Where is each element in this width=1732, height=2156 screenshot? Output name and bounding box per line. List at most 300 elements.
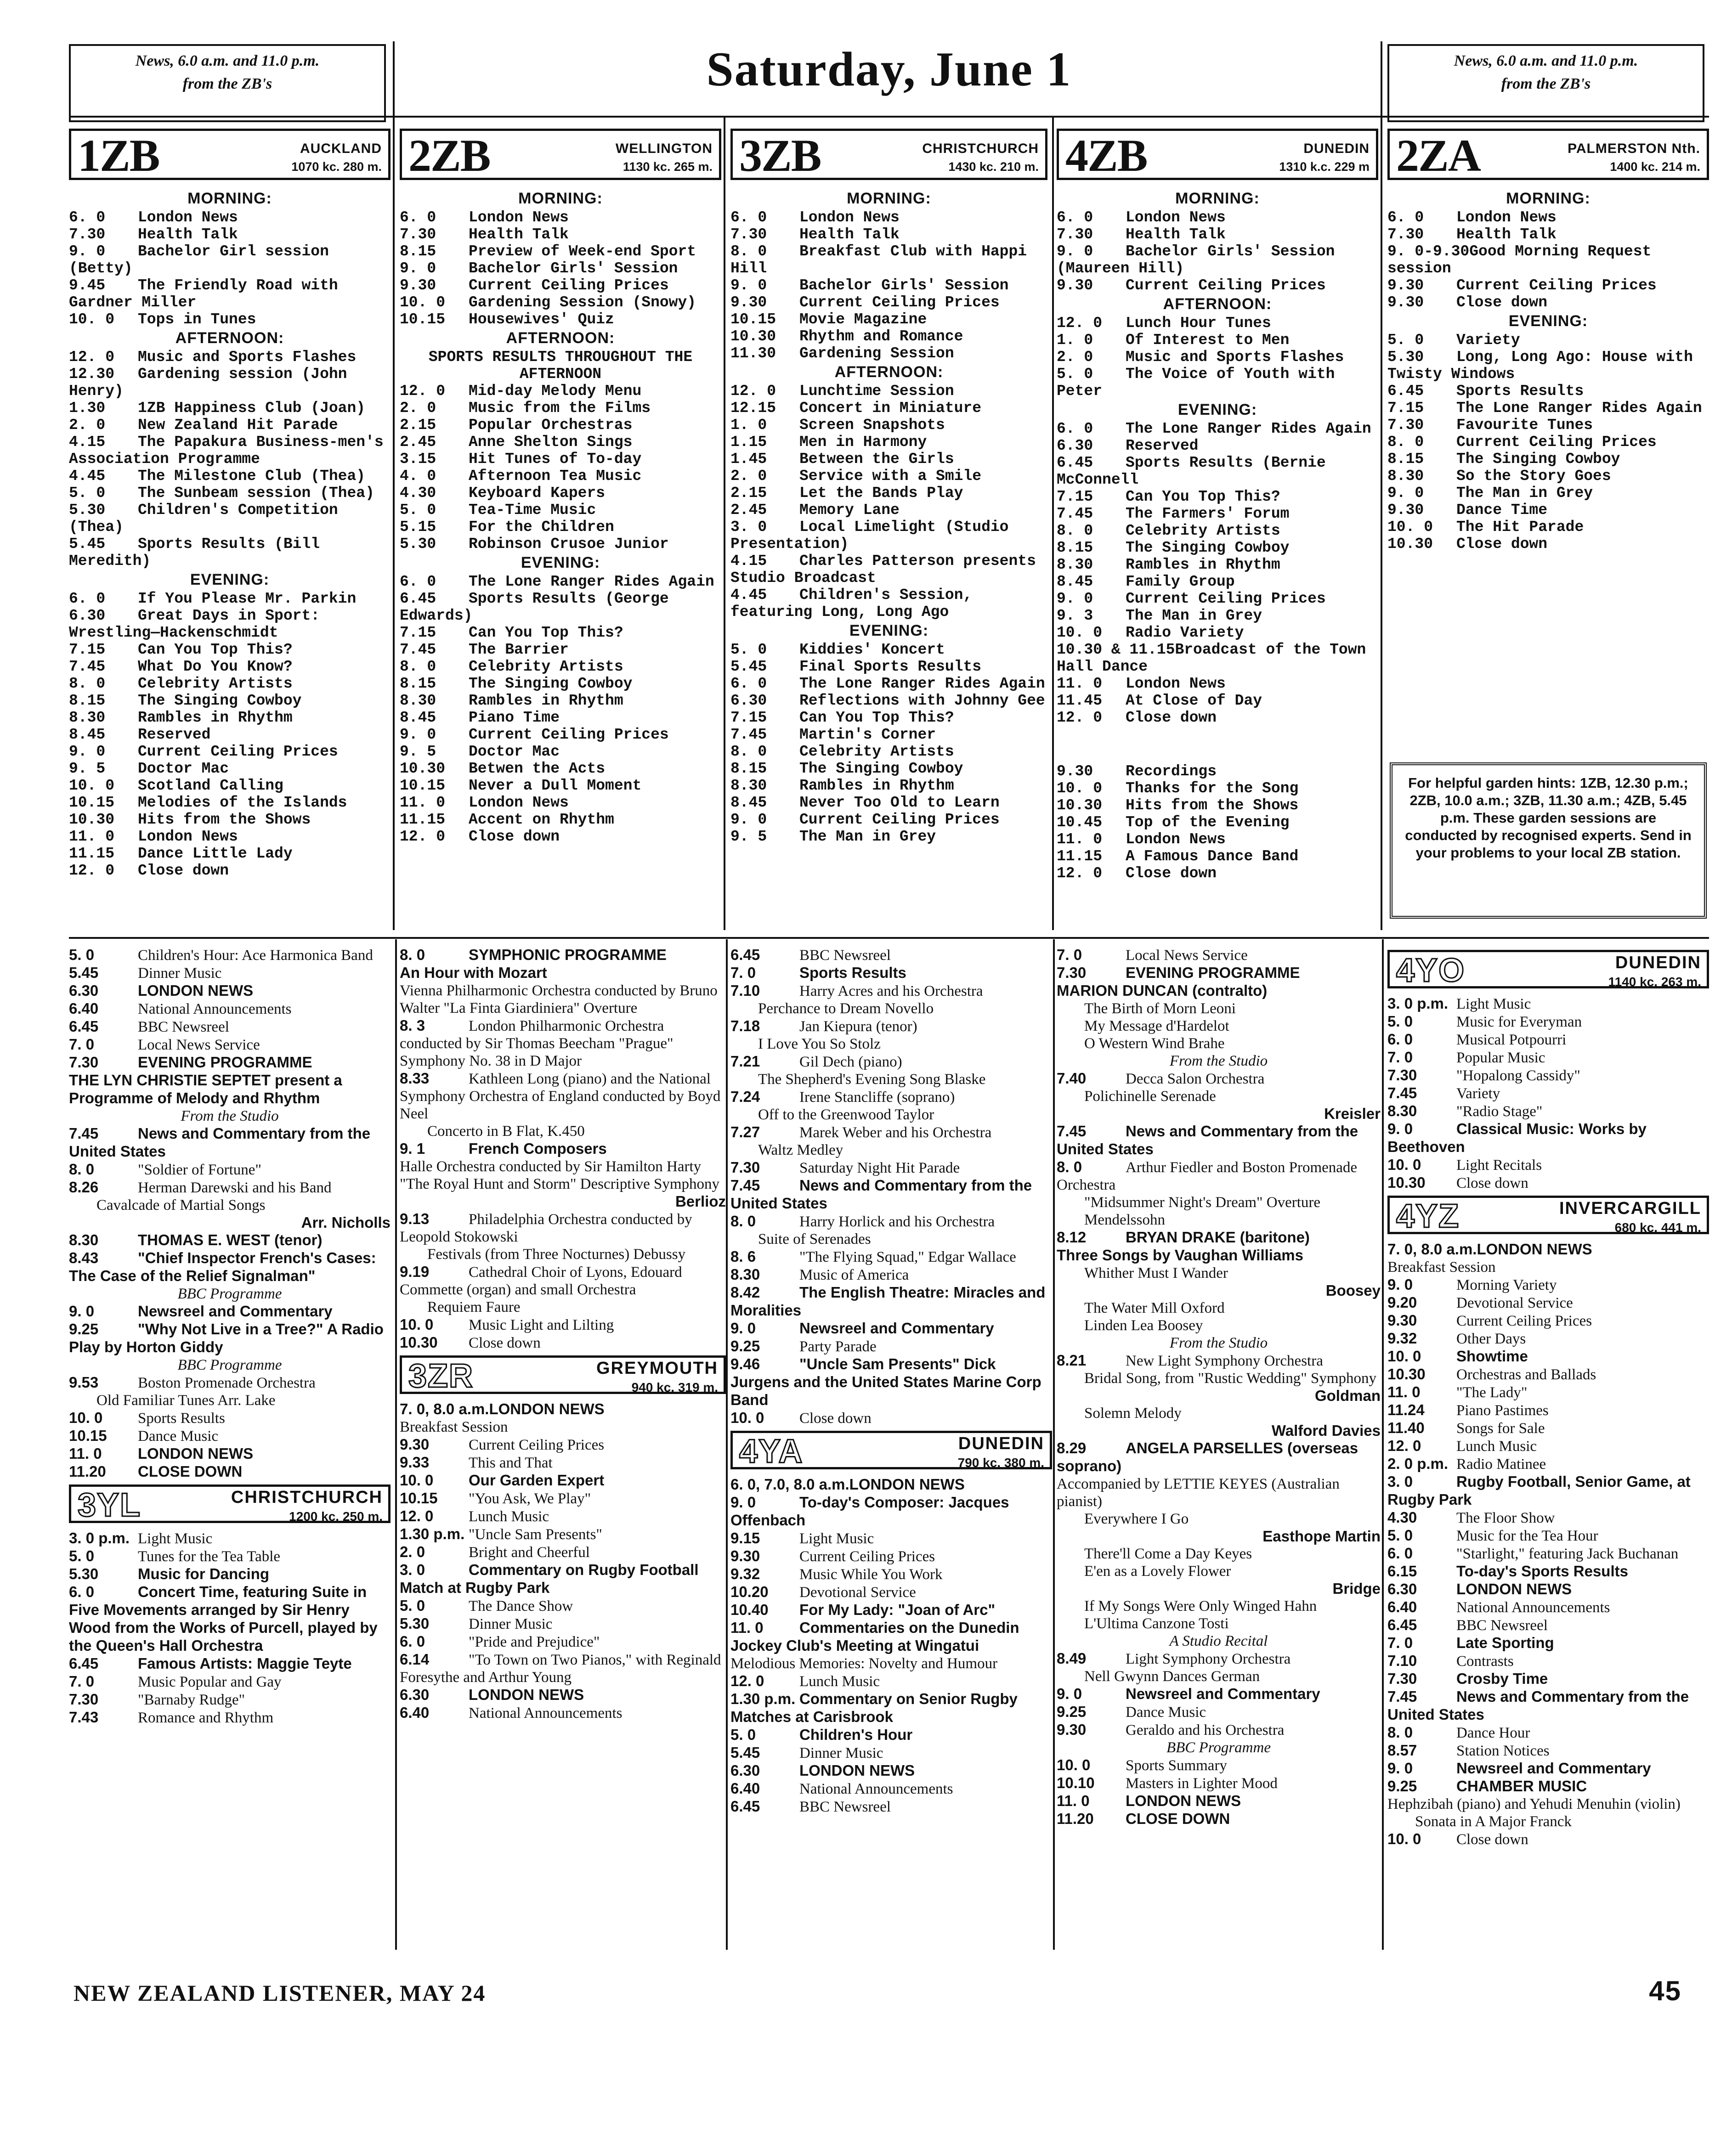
program-title: Romance and Rhythm [138, 1710, 274, 1726]
program-title: Reserved [1126, 437, 1199, 454]
program-row [400, 590, 721, 624]
program-row [1387, 1330, 1709, 1348]
program-title: Variety [1456, 1085, 1500, 1102]
program-title: Rambles in Rhythm [799, 777, 954, 794]
program-row [730, 1798, 1052, 1816]
section-heading: MORNING: [1175, 190, 1260, 207]
program-row [400, 1400, 726, 1418]
program-title: Harry Horlick and his Orchestra [799, 1213, 995, 1230]
program-title: Children's Session, featuring Long, Long Ago [730, 587, 973, 621]
program-row [1057, 437, 1378, 454]
program-title: Broadcast of the Town Hall Dance [1057, 641, 1366, 675]
program-title: Dinner Music [469, 1616, 553, 1632]
program-row [730, 982, 1052, 1000]
program-row [69, 1374, 391, 1392]
program-title: Let the Bands Play [799, 485, 963, 502]
program-row [1387, 1634, 1709, 1652]
section-heading: AFTERNOON: [175, 329, 284, 347]
program-time: 3. 0 p.m. [1387, 995, 1449, 1012]
program-row [69, 658, 391, 675]
program-time: 6.45 [69, 1655, 99, 1672]
program-time: 8. 3 [400, 1017, 425, 1034]
program-row [1057, 1105, 1381, 1123]
program-title: Bridge [1332, 1580, 1381, 1597]
program-title: EVENING PROGRAMME [1126, 964, 1300, 981]
program-time: 11. 0 [1387, 1383, 1421, 1400]
program-title: Close down [1456, 536, 1548, 553]
program-row [1387, 1795, 1709, 1813]
station-city: INVERCARGILL [1559, 1199, 1701, 1218]
program-time: 10. 0 [400, 294, 446, 311]
station-call-sign: 2ZA [1396, 130, 1480, 181]
program-time: 9.25 [730, 1338, 760, 1355]
program-time: 6. 0 [69, 209, 106, 226]
program-title: Memory Lane [799, 502, 900, 519]
program-row [730, 434, 1047, 451]
program-row [1387, 1616, 1709, 1634]
program-title: Polichinelle Serenade [1084, 1088, 1216, 1105]
column-rule [1052, 117, 1054, 930]
program-row [69, 1214, 391, 1231]
program-title: Harry Acres and his Orchestra [799, 983, 983, 999]
program-time: 10. 0 [730, 1409, 764, 1426]
program-row [730, 294, 1047, 311]
program-time: 7. 0 [730, 964, 756, 981]
column-rule [1053, 939, 1055, 1950]
program-row [730, 451, 1047, 468]
program-row [69, 946, 391, 964]
section-heading: MORNING: [1506, 190, 1590, 207]
program-row [69, 1000, 391, 1018]
ear-left-line2: from the ZB's [182, 75, 272, 92]
station-header-box [730, 129, 1047, 180]
program-title: Kiddies' Koncert [799, 641, 945, 658]
program-row [1057, 763, 1378, 780]
program-title: London News [799, 209, 900, 226]
program-row [730, 828, 1047, 845]
station-frequency: 790 kc. 380 m. [957, 1456, 1044, 1470]
program-row [730, 1744, 1052, 1762]
program-row [1387, 536, 1709, 553]
program-title: Gardening Session (Snowy) [469, 294, 696, 311]
program-time: 6. 0, 7.0, 8.0 a.m. [730, 1476, 849, 1493]
program-time: 8.30 [69, 709, 106, 726]
program-time: 9. 0 [69, 1303, 95, 1320]
station-call-sign: 4YZ [1396, 1198, 1460, 1235]
program-title: At Close of Day [1126, 692, 1262, 709]
program-title: Piano Pastimes [1456, 1402, 1549, 1419]
program-title: An Hour with Mozart [400, 964, 547, 981]
program-time: 10. 0 [1057, 780, 1103, 797]
news-ear-right [1387, 44, 1704, 122]
program-title: Sports Results [138, 1410, 225, 1427]
program-row [400, 964, 726, 982]
program-title: Lunch Music [1456, 1438, 1537, 1455]
program-time: 8. 0 [1387, 1724, 1413, 1741]
station-city: GREYMOUTH [596, 1359, 718, 1378]
program-title: Keyboard Kapers [469, 485, 606, 502]
program-time: 2. 0 [69, 417, 106, 434]
program-row [400, 468, 721, 485]
program-time: 3. 0 [400, 1561, 425, 1578]
program-title: Rhythm and Romance [799, 328, 963, 345]
program-title: Current Ceiling Prices [799, 811, 1000, 828]
program-time: 7.45 [1387, 1688, 1417, 1705]
program-time: 6.30 [69, 982, 99, 999]
program-title: BBC Programme [177, 1286, 282, 1302]
program-title: The Singing Cowboy [799, 760, 963, 777]
program-time: 10.15 [400, 777, 446, 794]
program-row [1387, 294, 1709, 311]
page-number: 45 [1649, 1975, 1681, 2006]
program-time: 11. 0 [69, 828, 115, 845]
program-time: 2.15 [730, 485, 767, 502]
program-time: 7.30 [1057, 226, 1093, 243]
program-row [1387, 417, 1709, 434]
program-row [1057, 726, 1378, 763]
program-time: 5.30 [400, 1615, 430, 1632]
program-title: The Friendly Road with Gardner Miller [69, 277, 338, 311]
program-row [1387, 995, 1709, 1013]
program-title: Rambles in Rhythm [1126, 556, 1280, 573]
program-title: Radio Variety [1126, 624, 1244, 641]
program-title: Kreisler [1324, 1105, 1381, 1122]
station-column [1387, 129, 1709, 553]
program-title: Close down [1456, 1175, 1528, 1191]
program-title: Accompanied by LETTIE KEYES (Australian pianist) [1057, 1476, 1340, 1510]
program-title: The Man in Grey [1456, 485, 1593, 502]
program-time: 6. 0 [730, 209, 767, 226]
program-row [69, 1530, 391, 1547]
program-row [730, 1476, 1052, 1494]
program-row [1387, 1830, 1709, 1848]
program-row [1057, 1615, 1381, 1632]
program-time: 6. 0 [1387, 1545, 1413, 1562]
program-time: 6. 0 [1057, 209, 1093, 226]
program-time: 5. 0 [69, 946, 95, 963]
program-title: Devotional Service [799, 1584, 916, 1601]
program-time: 5.45 [730, 658, 767, 675]
program-row [1057, 1528, 1381, 1545]
program-title: Popular Music [1456, 1050, 1545, 1066]
program-row [730, 1266, 1052, 1284]
program-time: 7.30 [69, 1691, 99, 1708]
station-header-box [400, 1355, 726, 1394]
program-time: 1.45 [730, 451, 767, 468]
program-time: 9.33 [400, 1454, 430, 1471]
program-title: Celebrity Artists [138, 675, 293, 692]
program-row [400, 1070, 726, 1123]
program-title: To-day's Sports Results [1456, 1563, 1628, 1580]
program-row [1057, 607, 1378, 624]
program-title: Melodious Memories: Novelty and Humour [730, 1655, 998, 1672]
program-row [1387, 1156, 1709, 1174]
program-row [69, 209, 391, 226]
program-title: The Birth of Morn Leoni [1084, 1000, 1236, 1017]
program-time: 9.25 [69, 1321, 99, 1338]
program-row [69, 1583, 391, 1655]
program-row [1057, 1810, 1381, 1828]
program-time: 12. 0 [1387, 1437, 1421, 1454]
program-row [1057, 556, 1378, 573]
program-title: THE LYN CHRISTIE SEPTET present a Programme of Melody and Rhythm [69, 1072, 342, 1106]
program-title: LONDON NEWS [1477, 1241, 1592, 1258]
program-time: 8. 0 [730, 1213, 756, 1230]
program-row [400, 828, 721, 845]
program-title: Dinner Music [799, 1745, 883, 1761]
program-row [69, 502, 391, 536]
program-title: Newsreel and Commentary [1126, 1685, 1320, 1702]
program-title: News and Commentary from the United States [1387, 1688, 1689, 1723]
program-time: 6. 0 [69, 590, 106, 607]
program-title: "To Town on Two Pianos," with Reginald Foresythe and Arthur Young [400, 1652, 721, 1686]
program-row [730, 726, 1047, 743]
program-row [69, 777, 391, 794]
program-title: Celebrity Artists [1126, 522, 1280, 539]
program-title: LONDON NEWS [138, 982, 254, 999]
program-title: Arr. Nicholls [301, 1214, 391, 1231]
program-time: 12. 0 [69, 862, 115, 879]
program-time: 9. 0 [730, 1494, 756, 1511]
program-time: 4.45 [730, 587, 767, 604]
program-time: 10.30 [1387, 536, 1433, 553]
program-row [1057, 1247, 1381, 1264]
program-title: Goldman [1314, 1387, 1381, 1404]
program-row [400, 226, 721, 243]
program-title: Robinson Crusoe Junior [469, 536, 669, 553]
program-row [1387, 1348, 1709, 1366]
program-time: 5. 0 [1387, 332, 1424, 349]
program-row [69, 590, 391, 607]
station-column [730, 129, 1047, 845]
program-time: 7.15 [400, 624, 436, 641]
program-title: The Singing Cowboy [1126, 539, 1290, 556]
program-time: 9. 5 [69, 760, 106, 777]
program-title: Current Ceiling Prices [469, 277, 669, 294]
program-row [730, 1159, 1052, 1177]
section-heading: MORNING: [518, 190, 603, 207]
program-time: 8. 0 [400, 658, 436, 675]
program-time: 6.30 [1057, 437, 1093, 454]
program-title: Local News Service [1126, 947, 1248, 964]
program-title: LONDON NEWS [138, 1445, 254, 1462]
program-time: 7.18 [730, 1017, 760, 1034]
section-heading: AFTERNOON: [506, 329, 615, 347]
program-row [1057, 1792, 1381, 1810]
program-time: 8.15 [1057, 539, 1093, 556]
program-title: Betwen the Acts [469, 760, 606, 777]
program-title: Masters in Lighter Mood [1126, 1775, 1278, 1792]
program-time: 6. 0 [1057, 420, 1093, 437]
program-title: Nell Gwynn Dances German [1084, 1668, 1260, 1685]
program-time: 8.45 [730, 794, 767, 811]
program-title: Afternoon Tea Music [469, 468, 642, 485]
program-row [1387, 1294, 1709, 1312]
program-column [1387, 946, 1709, 1848]
program-row [730, 519, 1047, 553]
program-time: 11.20 [69, 1463, 106, 1480]
station-header-box [1387, 1196, 1709, 1234]
program-time: 10. 0 [1387, 519, 1433, 536]
program-row [400, 1633, 726, 1651]
program-title: The Water Mill Oxford [1084, 1300, 1225, 1316]
program-time: 7.30 [69, 226, 106, 243]
program-title: Hits from the Shows [138, 811, 311, 828]
program-time: 8. 0 [1057, 1158, 1082, 1175]
program-title: "Pride and Prejudice" [469, 1634, 600, 1650]
program-row [730, 417, 1047, 434]
program-title: Music and Sports Flashes [138, 349, 357, 366]
program-row [1057, 946, 1381, 964]
station-frequency: 1430 kc. 210 m. [948, 160, 1039, 174]
program-title: Station Notices [1456, 1743, 1550, 1759]
program-row [1387, 1067, 1709, 1084]
program-title: Sports Results (Bernie McConnell [1057, 454, 1326, 488]
program-row [1057, 1158, 1381, 1194]
station-city: CHRISTCHURCH [231, 1488, 383, 1507]
program-row [69, 964, 391, 982]
program-row [1057, 1000, 1381, 1017]
program-row [69, 607, 391, 641]
program-title: Commentary on Senior Rugby Matches at Carisbrook [730, 1690, 1018, 1725]
program-row [69, 1197, 391, 1214]
program-title: Current Ceiling Prices [1126, 277, 1326, 294]
program-title: London News [469, 794, 569, 811]
program-row [1057, 1070, 1381, 1088]
program-row [400, 349, 721, 383]
program-time: 5.30 [1387, 349, 1424, 366]
program-title: Children's Hour: Ace Harmonica Band [138, 947, 373, 964]
station-frequency: 940 kc. 319 m. [631, 1380, 718, 1394]
program-row [1387, 383, 1709, 400]
program-title: Sports Results [799, 964, 906, 981]
program-title: The Singing Cowboy [469, 675, 633, 692]
program-title: The English Theatre: Miracles and Moralities [730, 1284, 1046, 1319]
program-time: 11.30 [730, 345, 776, 362]
program-row [1057, 624, 1378, 641]
program-time: 5. 0 [400, 1597, 425, 1614]
program-row [1387, 1401, 1709, 1419]
program-title: Songs for Sale [1456, 1420, 1545, 1437]
program-time: 8.15 [400, 675, 436, 692]
program-time: 8.21 [1057, 1352, 1087, 1369]
program-row [1387, 332, 1709, 349]
program-time: 5. 0 [1057, 366, 1093, 383]
program-time: 8.15 [1387, 451, 1424, 468]
program-title: Breakfast Session [1387, 1259, 1496, 1276]
program-column [730, 946, 1052, 1816]
station-frequency: 1400 kc. 214 m. [1610, 160, 1700, 174]
program-time: 7.15 [730, 709, 767, 726]
program-title: ANGELA PARSELLES (overseas soprano) [1057, 1439, 1358, 1474]
program-title: Local News Service [138, 1037, 260, 1053]
program-row [1057, 1703, 1381, 1721]
program-row [1057, 1123, 1381, 1158]
program-title: Tea-Time Music [469, 502, 596, 519]
program-title: Music Light and Lilting [469, 1317, 614, 1333]
program-title: My Message d'Hardelot [1084, 1018, 1229, 1034]
program-row [1387, 226, 1709, 243]
program-row [400, 1436, 726, 1454]
program-row [1387, 434, 1709, 451]
station-header-box [1387, 129, 1709, 180]
program-row [1387, 1509, 1709, 1527]
program-row [730, 1213, 1052, 1230]
program-title: Gil Dech (piano) [799, 1054, 902, 1070]
program-row [1057, 1563, 1381, 1580]
program-row [1057, 1264, 1381, 1282]
station-column [69, 129, 391, 879]
program-time: 6. 0 [400, 573, 436, 590]
program-row [730, 1547, 1052, 1565]
program-row [1057, 1721, 1381, 1739]
station-call-sign: 4ZB [1065, 130, 1147, 181]
program-time: 1. 0 [730, 417, 767, 434]
program-time: 8.57 [1387, 1742, 1417, 1759]
program-title: Music for Everyman [1456, 1014, 1582, 1030]
program-row [730, 743, 1047, 760]
program-title: From the Studio [1169, 1053, 1268, 1069]
program-time: 8.33 [400, 1070, 430, 1087]
program-time: 6.45 [69, 1018, 99, 1035]
program-title: Off to the Greenwood Taylor [758, 1106, 934, 1123]
program-time: 9. 0 [730, 1320, 756, 1337]
program-row [730, 641, 1047, 658]
program-row [69, 1107, 391, 1125]
program-time: 9.30 [400, 277, 436, 294]
program-row [1057, 1632, 1381, 1650]
program-row [1057, 454, 1378, 488]
program-title: Health Talk [799, 226, 900, 243]
program-title: Scotland Calling [138, 777, 283, 794]
program-row [69, 417, 391, 434]
program-title: Rambles in Rhythm [469, 692, 623, 709]
program-row [69, 434, 391, 468]
program-title: "Barnaby Rudge" [138, 1692, 245, 1708]
station-call-sign: 3ZR [408, 1358, 474, 1394]
program-row [730, 587, 1047, 621]
program-row [1057, 1475, 1381, 1510]
program-row [1387, 1419, 1709, 1437]
news-ear-left [69, 44, 386, 122]
program-time: 10.15 [69, 1427, 107, 1444]
program-row [400, 1263, 726, 1298]
program-row [1057, 1194, 1381, 1229]
program-title: Can You Top This? [138, 641, 293, 658]
program-title: Bachelor Girls' Session [799, 277, 1009, 294]
program-column [1057, 946, 1381, 1828]
program-title: The Man in Grey [1126, 607, 1262, 624]
program-row [1387, 1013, 1709, 1031]
program-time: 3. 0 p.m. [69, 1530, 130, 1546]
station-column [1057, 129, 1378, 882]
program-row [730, 1123, 1052, 1141]
program-title: Perchance to Dream Novello [758, 1000, 934, 1017]
program-time: 9.30 [400, 1436, 430, 1453]
program-row [1387, 1084, 1709, 1102]
program-title: Current Ceiling Prices [799, 294, 1000, 311]
program-row [730, 794, 1047, 811]
column-rule [393, 117, 395, 930]
program-row [69, 641, 391, 658]
program-row [400, 502, 721, 519]
program-title: Suite of Serenades [758, 1231, 871, 1247]
program-time: 6.45 [1387, 383, 1424, 400]
program-time: 11.40 [1387, 1419, 1425, 1436]
program-title: "The Flying Squad," Edgar Wallace [799, 1249, 1016, 1265]
program-row [730, 1177, 1052, 1213]
program-row [1057, 982, 1381, 1000]
